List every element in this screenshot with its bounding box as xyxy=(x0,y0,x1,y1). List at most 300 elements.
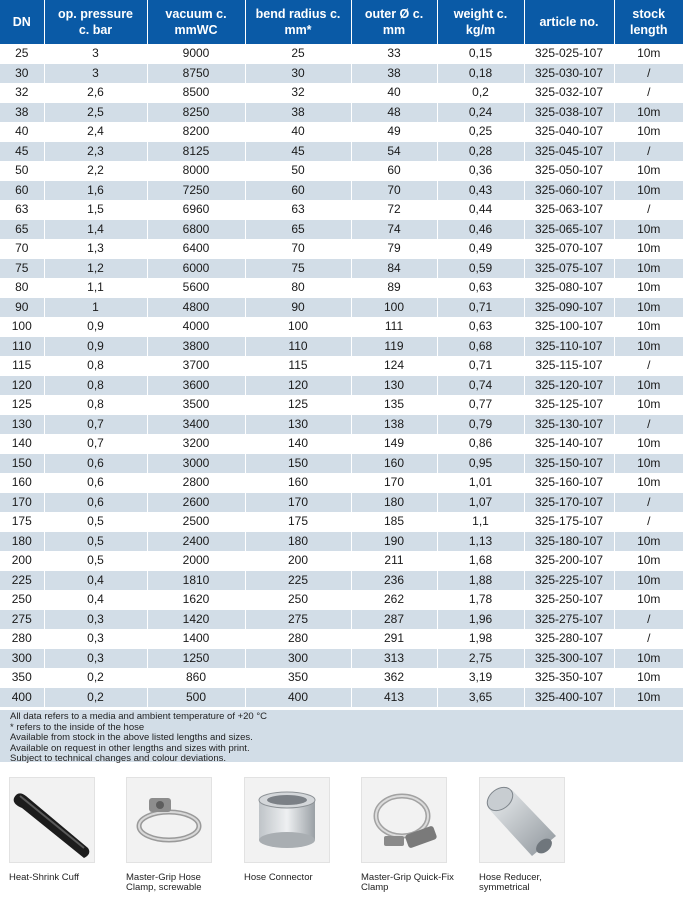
cell-weight: 0,95 xyxy=(437,454,524,474)
cell-stock-length: 10m xyxy=(614,337,683,357)
cell-weight: 2,75 xyxy=(437,649,524,669)
cell-dn: 110 xyxy=(0,337,44,357)
cell-article-no: 325-110-107 xyxy=(524,337,614,357)
cell-op-pressure: 1,3 xyxy=(44,239,147,259)
cell-op-pressure: 2,2 xyxy=(44,161,147,181)
cell-vacuum: 1620 xyxy=(147,590,245,610)
header-article-no: article no. xyxy=(524,0,614,44)
cell-op-pressure: 3 xyxy=(44,64,147,84)
cell-vacuum: 3600 xyxy=(147,376,245,396)
hose-connector-icon xyxy=(244,777,330,863)
cell-vacuum: 2600 xyxy=(147,493,245,513)
cell-bend-radius: 40 xyxy=(245,122,351,142)
cell-stock-length: / xyxy=(614,512,683,532)
cell-op-pressure: 2,4 xyxy=(44,122,147,142)
cell-dn: 63 xyxy=(0,200,44,220)
cell-op-pressure: 1 xyxy=(44,298,147,318)
cell-bend-radius: 50 xyxy=(245,161,351,181)
cell-outer-diameter: 138 xyxy=(351,415,437,435)
cell-op-pressure: 0,5 xyxy=(44,532,147,552)
table-row xyxy=(0,200,683,220)
accessory-hose-connector: Hose Connector xyxy=(244,777,340,883)
table-row xyxy=(0,668,683,688)
cell-op-pressure: 0,6 xyxy=(44,493,147,513)
cell-bend-radius: 250 xyxy=(245,590,351,610)
cell-weight: 0,44 xyxy=(437,200,524,220)
cell-vacuum: 1810 xyxy=(147,571,245,591)
cell-op-pressure: 0,8 xyxy=(44,395,147,415)
table-row xyxy=(0,610,683,630)
cell-bend-radius: 175 xyxy=(245,512,351,532)
footnote: Available on request in other lengths and sizes with print. xyxy=(10,742,250,754)
cell-weight: 1,78 xyxy=(437,590,524,610)
cell-outer-diameter: 413 xyxy=(351,688,437,708)
cell-stock-length: 10m xyxy=(614,44,683,64)
cell-weight: 1,01 xyxy=(437,473,524,493)
cell-dn: 170 xyxy=(0,493,44,513)
cell-stock-length: 10m xyxy=(614,551,683,571)
cell-outer-diameter: 180 xyxy=(351,493,437,513)
cell-stock-length: / xyxy=(614,200,683,220)
cell-dn: 65 xyxy=(0,220,44,240)
cell-weight: 0,86 xyxy=(437,434,524,454)
cell-stock-length: 10m xyxy=(614,181,683,201)
cell-outer-diameter: 262 xyxy=(351,590,437,610)
cell-dn: 350 xyxy=(0,668,44,688)
cell-op-pressure: 0,5 xyxy=(44,551,147,571)
table-row xyxy=(0,142,683,162)
table-row xyxy=(0,44,683,64)
cell-bend-radius: 120 xyxy=(245,376,351,396)
cell-weight: 1,1 xyxy=(437,512,524,532)
cell-stock-length: / xyxy=(614,64,683,84)
cell-op-pressure: 1,4 xyxy=(44,220,147,240)
table-row xyxy=(0,454,683,474)
cell-weight: 1,88 xyxy=(437,571,524,591)
cell-vacuum: 6800 xyxy=(147,220,245,240)
cell-article-no: 325-120-107 xyxy=(524,376,614,396)
cell-outer-diameter: 362 xyxy=(351,668,437,688)
header-bend-radius: bend radius c. mm* xyxy=(245,0,351,44)
cell-bend-radius: 110 xyxy=(245,337,351,357)
cell-bend-radius: 160 xyxy=(245,473,351,493)
cell-article-no: 325-125-107 xyxy=(524,395,614,415)
cell-outer-diameter: 54 xyxy=(351,142,437,162)
cell-weight: 0,79 xyxy=(437,415,524,435)
cell-article-no: 325-050-107 xyxy=(524,161,614,181)
cell-weight: 0,46 xyxy=(437,220,524,240)
cell-article-no: 325-090-107 xyxy=(524,298,614,318)
cell-dn: 70 xyxy=(0,239,44,259)
cell-stock-length: 10m xyxy=(614,590,683,610)
cell-weight: 0,25 xyxy=(437,122,524,142)
cell-weight: 0,68 xyxy=(437,337,524,357)
cell-outer-diameter: 135 xyxy=(351,395,437,415)
cell-op-pressure: 0,8 xyxy=(44,376,147,396)
cell-weight: 3,65 xyxy=(437,688,524,708)
cell-stock-length: 10m xyxy=(614,473,683,493)
cell-weight: 0,15 xyxy=(437,44,524,64)
table-row xyxy=(0,473,683,493)
cell-article-no: 325-150-107 xyxy=(524,454,614,474)
cell-weight: 1,98 xyxy=(437,629,524,649)
cell-stock-length: 10m xyxy=(614,239,683,259)
cell-dn: 45 xyxy=(0,142,44,162)
cell-article-no: 325-200-107 xyxy=(524,551,614,571)
cell-bend-radius: 45 xyxy=(245,142,351,162)
cell-bend-radius: 90 xyxy=(245,298,351,318)
cell-weight: 1,96 xyxy=(437,610,524,630)
accessory-hose-clamp: Master-Grip Hose Clamp, screwable xyxy=(126,777,222,893)
cell-op-pressure: 0,7 xyxy=(44,434,147,454)
cell-bend-radius: 400 xyxy=(245,688,351,708)
footnote: * refers to the inside of the hose xyxy=(10,721,145,733)
cell-dn: 200 xyxy=(0,551,44,571)
table-row xyxy=(0,571,683,591)
cell-dn: 300 xyxy=(0,649,44,669)
cell-outer-diameter: 190 xyxy=(351,532,437,552)
cell-stock-length: 10m xyxy=(614,298,683,318)
cell-article-no: 325-300-107 xyxy=(524,649,614,669)
cell-op-pressure: 0,3 xyxy=(44,629,147,649)
cell-stock-length: / xyxy=(614,415,683,435)
cell-vacuum: 2000 xyxy=(147,551,245,571)
cell-weight: 0,71 xyxy=(437,356,524,376)
table-row xyxy=(0,337,683,357)
cell-article-no: 325-350-107 xyxy=(524,668,614,688)
table-row xyxy=(0,434,683,454)
cell-outer-diameter: 74 xyxy=(351,220,437,240)
cell-article-no: 325-065-107 xyxy=(524,220,614,240)
cell-vacuum: 3200 xyxy=(147,434,245,454)
cell-outer-diameter: 130 xyxy=(351,376,437,396)
footnote: All data refers to a media and ambient temperature of +20 °C xyxy=(10,711,268,722)
cell-vacuum: 3800 xyxy=(147,337,245,357)
table-row xyxy=(0,376,683,396)
cell-stock-length: 10m xyxy=(614,668,683,688)
cell-bend-radius: 130 xyxy=(245,415,351,435)
header-vacuum: vacuum c. mmWC xyxy=(147,0,245,44)
cell-dn: 140 xyxy=(0,434,44,454)
cell-outer-diameter: 287 xyxy=(351,610,437,630)
cell-vacuum: 2500 xyxy=(147,512,245,532)
cell-weight: 1,07 xyxy=(437,493,524,513)
cell-vacuum: 8125 xyxy=(147,142,245,162)
cell-dn: 50 xyxy=(0,161,44,181)
cell-article-no: 325-400-107 xyxy=(524,688,614,708)
cell-article-no: 325-025-107 xyxy=(524,44,614,64)
cell-weight: 0,2 xyxy=(437,83,524,103)
cell-weight: 0,71 xyxy=(437,298,524,318)
cell-outer-diameter: 49 xyxy=(351,122,437,142)
cell-dn: 160 xyxy=(0,473,44,493)
cell-op-pressure: 0,9 xyxy=(44,337,147,357)
cell-article-no: 325-063-107 xyxy=(524,200,614,220)
cell-outer-diameter: 170 xyxy=(351,473,437,493)
accessory-heat-shrink-cuff: Heat-Shrink Cuff xyxy=(9,777,105,883)
cell-bend-radius: 70 xyxy=(245,239,351,259)
cell-op-pressure: 0,4 xyxy=(44,590,147,610)
table-row xyxy=(0,532,683,552)
cell-weight: 0,77 xyxy=(437,395,524,415)
cell-bend-radius: 275 xyxy=(245,610,351,630)
cell-article-no: 325-225-107 xyxy=(524,571,614,591)
cell-op-pressure: 1,6 xyxy=(44,181,147,201)
hose-reducer-icon xyxy=(479,777,565,863)
cell-bend-radius: 180 xyxy=(245,532,351,552)
cell-vacuum: 8250 xyxy=(147,103,245,123)
cell-vacuum: 1400 xyxy=(147,629,245,649)
cell-bend-radius: 170 xyxy=(245,493,351,513)
table-row xyxy=(0,688,683,708)
cell-weight: 0,59 xyxy=(437,259,524,279)
cell-outer-diameter: 48 xyxy=(351,103,437,123)
table-row xyxy=(0,103,683,123)
cell-stock-length: 10m xyxy=(614,122,683,142)
cell-dn: 150 xyxy=(0,454,44,474)
table-row xyxy=(0,181,683,201)
cell-outer-diameter: 111 xyxy=(351,317,437,337)
cell-outer-diameter: 291 xyxy=(351,629,437,649)
cell-dn: 38 xyxy=(0,103,44,123)
footnote: Subject to technical changes and colour deviations. xyxy=(10,753,226,764)
cell-outer-diameter: 84 xyxy=(351,259,437,279)
header-weight: weight c. kg/m xyxy=(437,0,524,44)
cell-bend-radius: 100 xyxy=(245,317,351,337)
cell-op-pressure: 0,6 xyxy=(44,473,147,493)
cell-bend-radius: 350 xyxy=(245,668,351,688)
cell-outer-diameter: 149 xyxy=(351,434,437,454)
cell-dn: 180 xyxy=(0,532,44,552)
cell-bend-radius: 25 xyxy=(245,44,351,64)
cell-outer-diameter: 236 xyxy=(351,571,437,591)
cell-stock-length: 10m xyxy=(614,376,683,396)
cell-weight: 0,43 xyxy=(437,181,524,201)
cell-bend-radius: 65 xyxy=(245,220,351,240)
cell-dn: 125 xyxy=(0,395,44,415)
cell-stock-length: 10m xyxy=(614,434,683,454)
cell-stock-length: 10m xyxy=(614,395,683,415)
cell-stock-length: / xyxy=(614,83,683,103)
table-row xyxy=(0,395,683,415)
footnote: Available from stock in the above listed lengths and sizes. xyxy=(10,732,253,743)
cell-dn: 75 xyxy=(0,259,44,279)
cell-weight: 1,13 xyxy=(437,532,524,552)
table-row xyxy=(0,122,683,142)
cell-bend-radius: 30 xyxy=(245,64,351,84)
cell-vacuum: 860 xyxy=(147,668,245,688)
table-row xyxy=(0,83,683,103)
cell-vacuum: 8500 xyxy=(147,83,245,103)
cell-article-no: 325-275-107 xyxy=(524,610,614,630)
cell-vacuum: 2800 xyxy=(147,473,245,493)
cell-vacuum: 8000 xyxy=(147,161,245,181)
cell-bend-radius: 80 xyxy=(245,278,351,298)
cell-bend-radius: 300 xyxy=(245,649,351,669)
cell-outer-diameter: 124 xyxy=(351,356,437,376)
cell-vacuum: 3500 xyxy=(147,395,245,415)
cell-stock-length: 10m xyxy=(614,161,683,181)
cell-stock-length: 10m xyxy=(614,532,683,552)
cell-vacuum: 9000 xyxy=(147,44,245,64)
cell-dn: 30 xyxy=(0,64,44,84)
table-row xyxy=(0,629,683,649)
accessory-quick-fix-clamp: Master-Grip Quick-Fix Clamp xyxy=(361,777,457,893)
cell-op-pressure: 0,8 xyxy=(44,356,147,376)
cell-op-pressure: 0,2 xyxy=(44,688,147,708)
cell-vacuum: 5600 xyxy=(147,278,245,298)
cell-dn: 80 xyxy=(0,278,44,298)
cell-article-no: 325-040-107 xyxy=(524,122,614,142)
table-header-row xyxy=(0,0,683,44)
cell-weight: 0,24 xyxy=(437,103,524,123)
footnotes xyxy=(0,710,683,762)
table-row xyxy=(0,278,683,298)
cell-dn: 130 xyxy=(0,415,44,435)
cell-op-pressure: 0,7 xyxy=(44,415,147,435)
header-dn: DN xyxy=(0,0,44,44)
cell-op-pressure: 0,3 xyxy=(44,649,147,669)
cell-stock-length: 10m xyxy=(614,103,683,123)
table-row xyxy=(0,298,683,318)
cell-article-no: 325-038-107 xyxy=(524,103,614,123)
cell-bend-radius: 140 xyxy=(245,434,351,454)
cell-vacuum: 3000 xyxy=(147,454,245,474)
cell-weight: 3,19 xyxy=(437,668,524,688)
cell-op-pressure: 1,1 xyxy=(44,278,147,298)
cell-vacuum: 7250 xyxy=(147,181,245,201)
cell-article-no: 325-030-107 xyxy=(524,64,614,84)
cell-vacuum: 3400 xyxy=(147,415,245,435)
cell-article-no: 325-160-107 xyxy=(524,473,614,493)
cell-stock-length: 10m xyxy=(614,259,683,279)
cell-article-no: 325-280-107 xyxy=(524,629,614,649)
table-row xyxy=(0,161,683,181)
cell-article-no: 325-175-107 xyxy=(524,512,614,532)
cell-outer-diameter: 72 xyxy=(351,200,437,220)
header-stock-length: stock length xyxy=(614,0,683,44)
table-row xyxy=(0,239,683,259)
cell-stock-length: / xyxy=(614,142,683,162)
cell-vacuum: 8200 xyxy=(147,122,245,142)
cell-bend-radius: 115 xyxy=(245,356,351,376)
cell-outer-diameter: 40 xyxy=(351,83,437,103)
cell-vacuum: 4800 xyxy=(147,298,245,318)
cell-article-no: 325-060-107 xyxy=(524,181,614,201)
cell-stock-length: 10m xyxy=(614,571,683,591)
cell-vacuum: 1420 xyxy=(147,610,245,630)
cell-vacuum: 3700 xyxy=(147,356,245,376)
cell-outer-diameter: 33 xyxy=(351,44,437,64)
cell-bend-radius: 150 xyxy=(245,454,351,474)
cell-bend-radius: 60 xyxy=(245,181,351,201)
cell-article-no: 325-130-107 xyxy=(524,415,614,435)
cell-dn: 25 xyxy=(0,44,44,64)
cell-weight: 0,49 xyxy=(437,239,524,259)
cell-outer-diameter: 79 xyxy=(351,239,437,259)
cell-bend-radius: 200 xyxy=(245,551,351,571)
cell-article-no: 325-170-107 xyxy=(524,493,614,513)
cell-bend-radius: 38 xyxy=(245,103,351,123)
cell-weight: 0,74 xyxy=(437,376,524,396)
cell-stock-length: 10m xyxy=(614,688,683,708)
cell-dn: 115 xyxy=(0,356,44,376)
table-row xyxy=(0,317,683,337)
cell-vacuum: 1250 xyxy=(147,649,245,669)
cell-article-no: 325-075-107 xyxy=(524,259,614,279)
cell-op-pressure: 0,2 xyxy=(44,668,147,688)
cell-dn: 400 xyxy=(0,688,44,708)
cell-op-pressure: 0,3 xyxy=(44,610,147,630)
quick-fix-clamp-icon xyxy=(361,777,447,863)
cell-bend-radius: 63 xyxy=(245,200,351,220)
cell-outer-diameter: 119 xyxy=(351,337,437,357)
table-row xyxy=(0,512,683,532)
cell-vacuum: 4000 xyxy=(147,317,245,337)
cell-dn: 32 xyxy=(0,83,44,103)
cell-article-no: 325-045-107 xyxy=(524,142,614,162)
cell-weight: 0,63 xyxy=(437,278,524,298)
cell-dn: 90 xyxy=(0,298,44,318)
accessory-hose-reducer: Hose Reducer, symmetrical xyxy=(479,777,575,893)
heat-shrink-cuff-icon xyxy=(9,777,95,863)
cell-op-pressure: 0,6 xyxy=(44,454,147,474)
table-row xyxy=(0,649,683,669)
cell-outer-diameter: 100 xyxy=(351,298,437,318)
cell-stock-length: / xyxy=(614,629,683,649)
cell-dn: 120 xyxy=(0,376,44,396)
cell-bend-radius: 225 xyxy=(245,571,351,591)
cell-op-pressure: 1,2 xyxy=(44,259,147,279)
table-row xyxy=(0,590,683,610)
cell-article-no: 325-032-107 xyxy=(524,83,614,103)
cell-weight: 0,28 xyxy=(437,142,524,162)
cell-article-no: 325-070-107 xyxy=(524,239,614,259)
cell-bend-radius: 75 xyxy=(245,259,351,279)
cell-op-pressure: 2,6 xyxy=(44,83,147,103)
cell-op-pressure: 1,5 xyxy=(44,200,147,220)
cell-bend-radius: 125 xyxy=(245,395,351,415)
cell-op-pressure: 3 xyxy=(44,44,147,64)
cell-op-pressure: 0,4 xyxy=(44,571,147,591)
cell-dn: 280 xyxy=(0,629,44,649)
cell-dn: 275 xyxy=(0,610,44,630)
cell-dn: 175 xyxy=(0,512,44,532)
cell-weight: 0,63 xyxy=(437,317,524,337)
cell-article-no: 325-250-107 xyxy=(524,590,614,610)
hose-clamp-icon xyxy=(126,777,212,863)
cell-article-no: 325-080-107 xyxy=(524,278,614,298)
cell-stock-length: / xyxy=(614,356,683,376)
cell-article-no: 325-180-107 xyxy=(524,532,614,552)
cell-op-pressure: 2,5 xyxy=(44,103,147,123)
cell-outer-diameter: 211 xyxy=(351,551,437,571)
cell-weight: 0,36 xyxy=(437,161,524,181)
cell-stock-length: 10m xyxy=(614,220,683,240)
cell-dn: 60 xyxy=(0,181,44,201)
cell-weight: 1,68 xyxy=(437,551,524,571)
cell-outer-diameter: 38 xyxy=(351,64,437,84)
cell-weight: 0,18 xyxy=(437,64,524,84)
cell-op-pressure: 2,3 xyxy=(44,142,147,162)
cell-vacuum: 6400 xyxy=(147,239,245,259)
cell-vacuum: 6960 xyxy=(147,200,245,220)
table-row xyxy=(0,220,683,240)
cell-outer-diameter: 185 xyxy=(351,512,437,532)
table-row xyxy=(0,259,683,279)
cell-dn: 40 xyxy=(0,122,44,142)
table-body xyxy=(0,44,683,707)
